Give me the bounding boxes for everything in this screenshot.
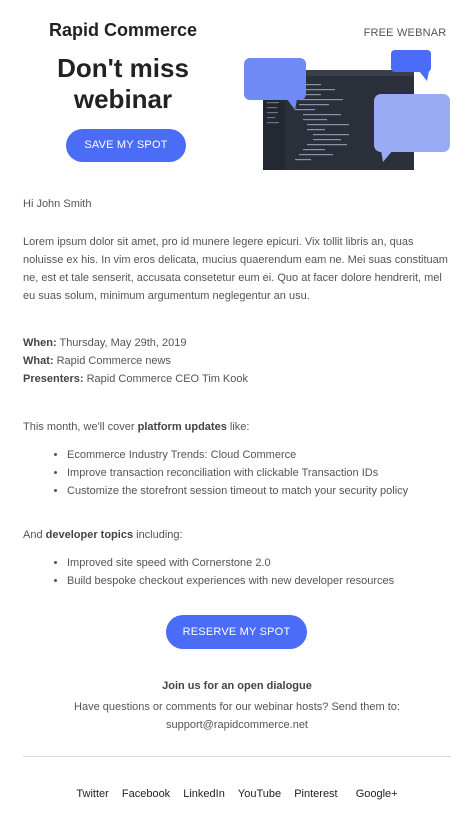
developer-list <box>50 554 394 590</box>
free-webinar-tag: FREE WEBNAR <box>363 27 447 39</box>
cta-heading: Join us for an open dialogue <box>162 680 312 692</box>
webinar-illustration <box>243 50 453 172</box>
detail-what <box>23 352 248 370</box>
list-item: • Improve transaction reconciliation with clickable Transaction IDs <box>67 464 408 482</box>
what-label: What: <box>23 355 54 367</box>
pinterest-link[interactable]: Pinterest <box>294 788 338 800</box>
list-item: • Improved site speed with Cornerstone 2.0 <box>67 554 394 572</box>
intro-paragraph: Lorem ipsum dolor sit amet, pro id munere legere epicuri. Vix tollit libris an, quas noluisse ex his. In vim eros delicata, mucius quaerendum eam ne. Mei suas constituam ne, est et tale senserit, accusata consetetur eum ei. Quo at facer dolore hendrerit, mel eu suas solum, minimum argumentum neglegentur an usu. <box>23 236 448 302</box>
google-plus-link[interactable]: Google+ <box>355 788 398 800</box>
webinar-details <box>23 334 248 388</box>
list-item: • Ecommerce Industry Trends: Cloud Commerce <box>67 446 408 464</box>
hero-section <box>0 0 474 190</box>
detail-when <box>23 334 248 352</box>
youtube-link[interactable]: YouTube <box>237 788 282 800</box>
headline: Don't miss webinar <box>57 53 189 114</box>
platform-intro: This month, we'll cover platform updates like: <box>23 421 250 433</box>
platform-list <box>50 446 408 500</box>
linkedin-link[interactable]: LinkedIn <box>183 788 225 800</box>
support-email-link[interactable]: support@rapidcommerce.net <box>165 719 308 731</box>
list-item: • Customize the storefront session timeout to match your security policy <box>67 482 408 500</box>
presenters-label: Presenters: <box>23 373 84 385</box>
developer-intro: And developer topics including: <box>23 529 183 541</box>
twitter-link[interactable]: Twitter <box>76 788 109 800</box>
detail-presenters <box>23 370 248 388</box>
facebook-link[interactable]: Facebook <box>121 788 171 800</box>
platform-updates-emphasis: platform updates <box>137 421 227 433</box>
when-value: Thursday, May 29th, 2019 <box>59 337 187 349</box>
greeting: Hi John Smith <box>23 198 92 210</box>
cta-text <box>0 698 474 734</box>
save-my-spot-button[interactable]: SAVE MY SPOT <box>66 129 186 162</box>
footer-divider <box>23 756 451 757</box>
presenters-value: Rapid Commerce CEO Tim Kook <box>86 373 248 385</box>
cta-question: Have questions or comments for our webinar hosts? Send them to: <box>74 701 400 713</box>
what-value: Rapid Commerce news <box>56 355 171 367</box>
list-item: • Build bespoke checkout experiences with new developer resources <box>67 572 394 590</box>
when-label: When: <box>23 337 57 349</box>
social-links <box>0 788 474 800</box>
developer-topics-emphasis: developer topics <box>45 529 134 541</box>
brand-name: Rapid Commerce <box>48 20 198 40</box>
reserve-my-spot-button[interactable]: RESERVE MY SPOT <box>166 615 307 649</box>
